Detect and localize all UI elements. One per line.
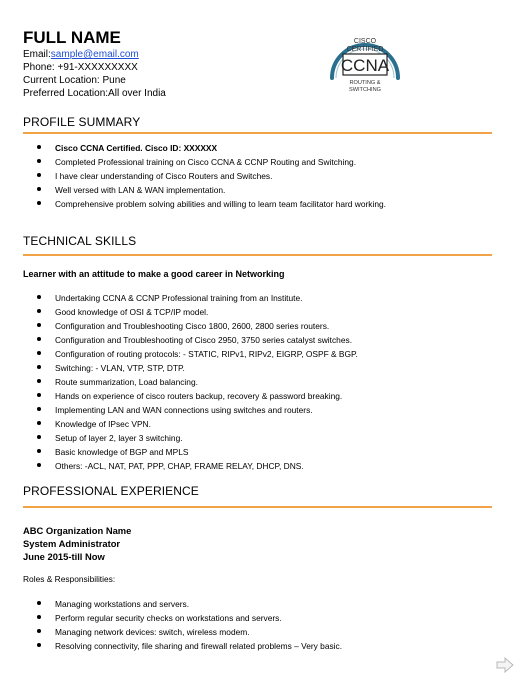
logo-cisco-text: CISCO — [353, 38, 377, 45]
list-item: Configuration and Troubleshooting of Cisco 2950, 3750 series catalyst switches. — [36, 333, 358, 347]
list-item: Configuration of routing protocols: - STATIC, RIPv1, RIPv2, EIGRP, OSPF & BGP. — [36, 347, 358, 361]
section-divider — [23, 132, 492, 134]
phone-line: Phone: +91-XXXXXXXXX — [23, 62, 138, 73]
current-location: Current Location: Pune — [23, 75, 126, 86]
logo-ccna-text: CCNA — [340, 56, 390, 75]
list-item: Route summarization, Load balancing. — [36, 375, 358, 389]
list-item: I have clear understanding of Cisco Routers and Switches. — [36, 169, 386, 183]
preferred-location: Preferred Location:All over India — [23, 88, 166, 99]
candidate-name: FULL NAME — [23, 28, 121, 47]
logo-switching-text: SWITCHING — [348, 87, 382, 93]
list-item: Switching: - VLAN, VTP, STP, DTP. — [36, 361, 358, 375]
email-label: Email: — [23, 49, 51, 60]
list-item: Resolving connectivity, file sharing and firewall related problems – Very basic. — [36, 639, 342, 653]
list-item: Basic knowledge of BGP and MPLS — [36, 445, 358, 459]
list-item: Perform regular security checks on workstations and servers. — [36, 611, 342, 625]
roles-label: Roles & Responsibilities: — [23, 574, 116, 584]
job-title: System Administrator — [23, 538, 121, 549]
email-line — [23, 48, 166, 61]
list-item: Well versed with LAN & WAN implementation. — [36, 183, 386, 197]
list-item: Setup of layer 2, layer 3 switching. — [36, 431, 358, 445]
contact-block — [23, 48, 166, 100]
list-item: Cisco CCNA Certified. Cisco ID: XXXXXX — [36, 141, 386, 155]
list-item: Completed Professional training on Cisco CCNA & CCNP Routing and Switching. — [36, 155, 386, 169]
logo-routing-text: ROUTING & — [349, 80, 381, 86]
list-item: Hands on experience of cisco routers backup, recovery & password breaking. — [36, 389, 358, 403]
list-item: Managing network devices: switch, wireless modem. — [36, 625, 342, 639]
list-item: Managing workstations and servers. — [36, 597, 342, 611]
employment-period: June 2015-till Now — [23, 551, 105, 562]
logo-certified-text: CERTIFIED — [346, 46, 384, 53]
list-item: Implementing LAN and WAN connections using switches and routers. — [36, 403, 358, 417]
list-item: Knowledge of IPsec VPN. — [36, 417, 358, 431]
list-item: Comprehensive problem solving abilities and willing to learn team facilitator hard working. — [36, 197, 386, 211]
ccna-logo — [320, 32, 410, 100]
email-link[interactable]: sample@email.com — [50, 49, 139, 60]
next-page-arrow-icon[interactable] — [496, 657, 514, 673]
responsibilities-list — [36, 597, 342, 653]
list-item: Undertaking CCNA & CCNP Professional training from an Institute. — [36, 291, 358, 305]
technical-skills-list — [36, 291, 358, 473]
profile-summary-heading: PROFILE SUMMARY — [23, 115, 141, 129]
list-item: Configuration and Troubleshooting Cisco 1800, 2600, 2800 series routers. — [36, 319, 358, 333]
list-item: Others: -ACL, NAT, PAT, PPP, CHAP, FRAME RELAY, DHCP, DNS. — [36, 459, 358, 473]
technical-skills-heading: TECHNICAL SKILLS — [23, 234, 137, 248]
skills-lead-text: Learner with an attitude to make a good career in Networking — [23, 269, 285, 279]
profile-summary-list — [36, 141, 386, 211]
section-divider — [23, 254, 492, 256]
experience-details — [23, 524, 131, 563]
professional-experience-heading: PROFESSIONAL EXPERIENCE — [23, 484, 199, 498]
organization-name: ABC Organization Name — [23, 525, 132, 536]
list-item: Good knowledge of OSI & TCP/IP model. — [36, 305, 358, 319]
section-divider — [23, 506, 492, 508]
